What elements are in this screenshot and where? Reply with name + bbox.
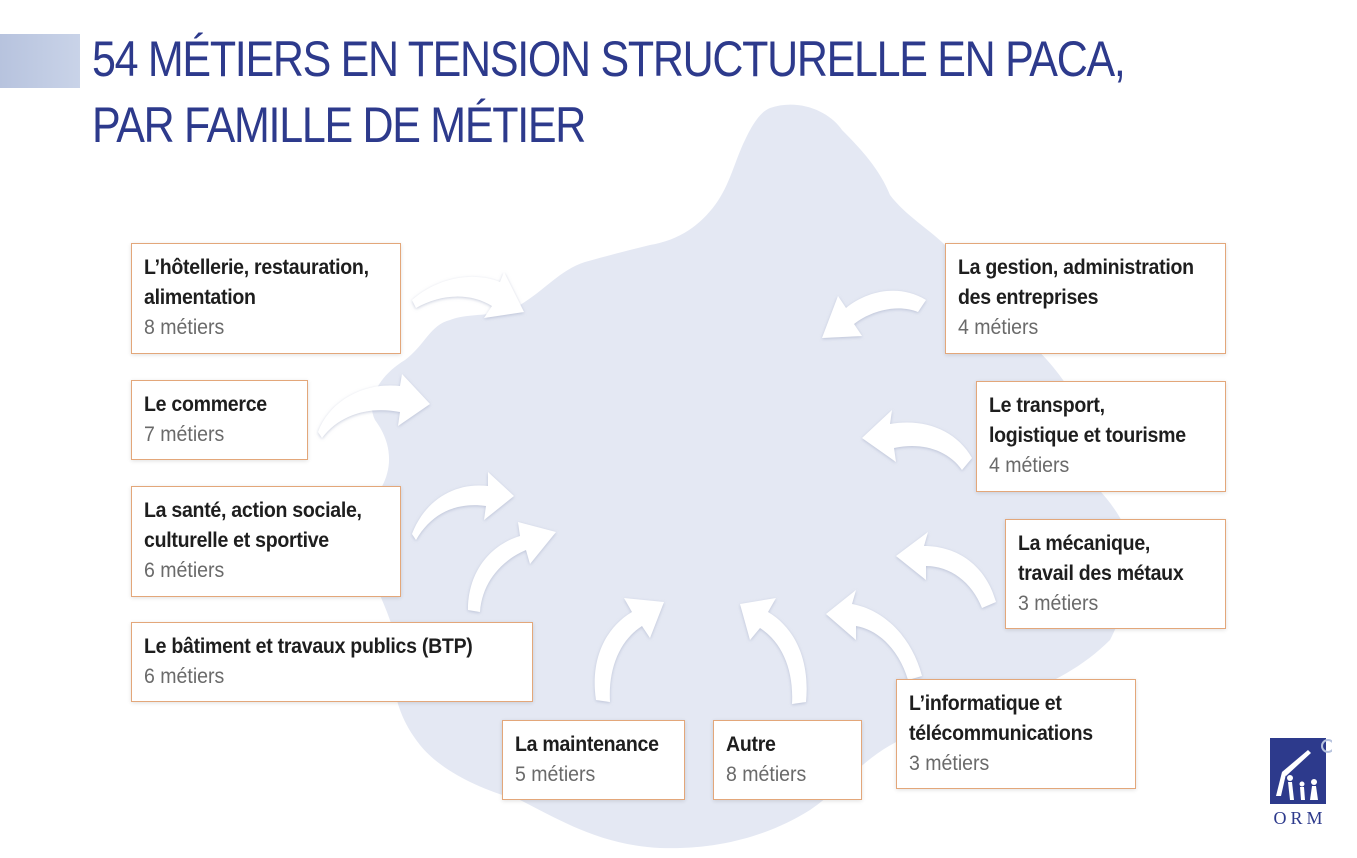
family-box-hotellerie [131, 243, 401, 354]
family-name-line2: alimentation [144, 286, 256, 309]
family-name: Le commerce [144, 393, 267, 416]
arrow-hotellerie [412, 272, 524, 318]
family-name: L’informatique et [909, 692, 1062, 715]
family-box-sante [131, 486, 401, 597]
family-box-gestion [945, 243, 1226, 354]
family-box-btp [131, 622, 533, 702]
arrow-commerce [318, 374, 430, 438]
logo-text: ORM [1273, 808, 1327, 828]
family-count: 4 métiers [958, 316, 1039, 339]
family-name-line2: culturelle et sportive [144, 529, 329, 552]
arrow-btp [468, 522, 556, 612]
arrow-sante [412, 472, 514, 540]
family-name: Autre [726, 733, 776, 756]
arrow-maintenance [595, 598, 664, 702]
family-name-line2: des entreprises [958, 286, 1099, 309]
family-name: Le transport, [989, 394, 1105, 417]
family-count: 8 métiers [144, 316, 225, 339]
arrow-autre [740, 598, 807, 704]
family-name-line2: télécommunications [909, 722, 1093, 745]
family-box-commerce [131, 380, 308, 460]
arrow-gestion [822, 291, 926, 338]
arrow-mecanique [896, 532, 996, 608]
family-name: La mécanique, [1018, 532, 1151, 555]
family-count: 5 métiers [515, 763, 596, 786]
family-count: 3 métiers [1018, 592, 1099, 615]
arrow-informatique [826, 590, 922, 680]
family-box-autre [713, 720, 862, 800]
family-box-maintenance [502, 720, 685, 800]
family-count: 3 métiers [909, 752, 990, 775]
title-line-1: 54 MÉTIERS EN TENSION STRUCTURELLE EN PACA, [92, 31, 1125, 87]
family-count: 6 métiers [144, 665, 225, 688]
family-name: La santé, action sociale, [144, 499, 362, 522]
family-count: 6 métiers [144, 559, 225, 582]
family-box-mecanique [1005, 519, 1226, 629]
family-count: 8 métiers [726, 763, 807, 786]
family-name: Le bâtiment et travaux publics (BTP) [144, 635, 473, 658]
family-name-line2: logistique et tourisme [989, 424, 1186, 447]
family-box-informatique [896, 679, 1136, 789]
family-count: 4 métiers [989, 454, 1070, 477]
arrow-transport [862, 410, 972, 470]
family-count: 7 métiers [144, 423, 225, 446]
family-name-line2: travail des métaux [1018, 562, 1184, 585]
family-name: La maintenance [515, 733, 659, 756]
family-name: L’hôtellerie, restauration, [144, 256, 369, 279]
family-name: La gestion, administration [958, 256, 1194, 279]
title-line-2: PAR FAMILLE DE MÉTIER [92, 97, 586, 153]
family-box-transport [976, 381, 1226, 492]
